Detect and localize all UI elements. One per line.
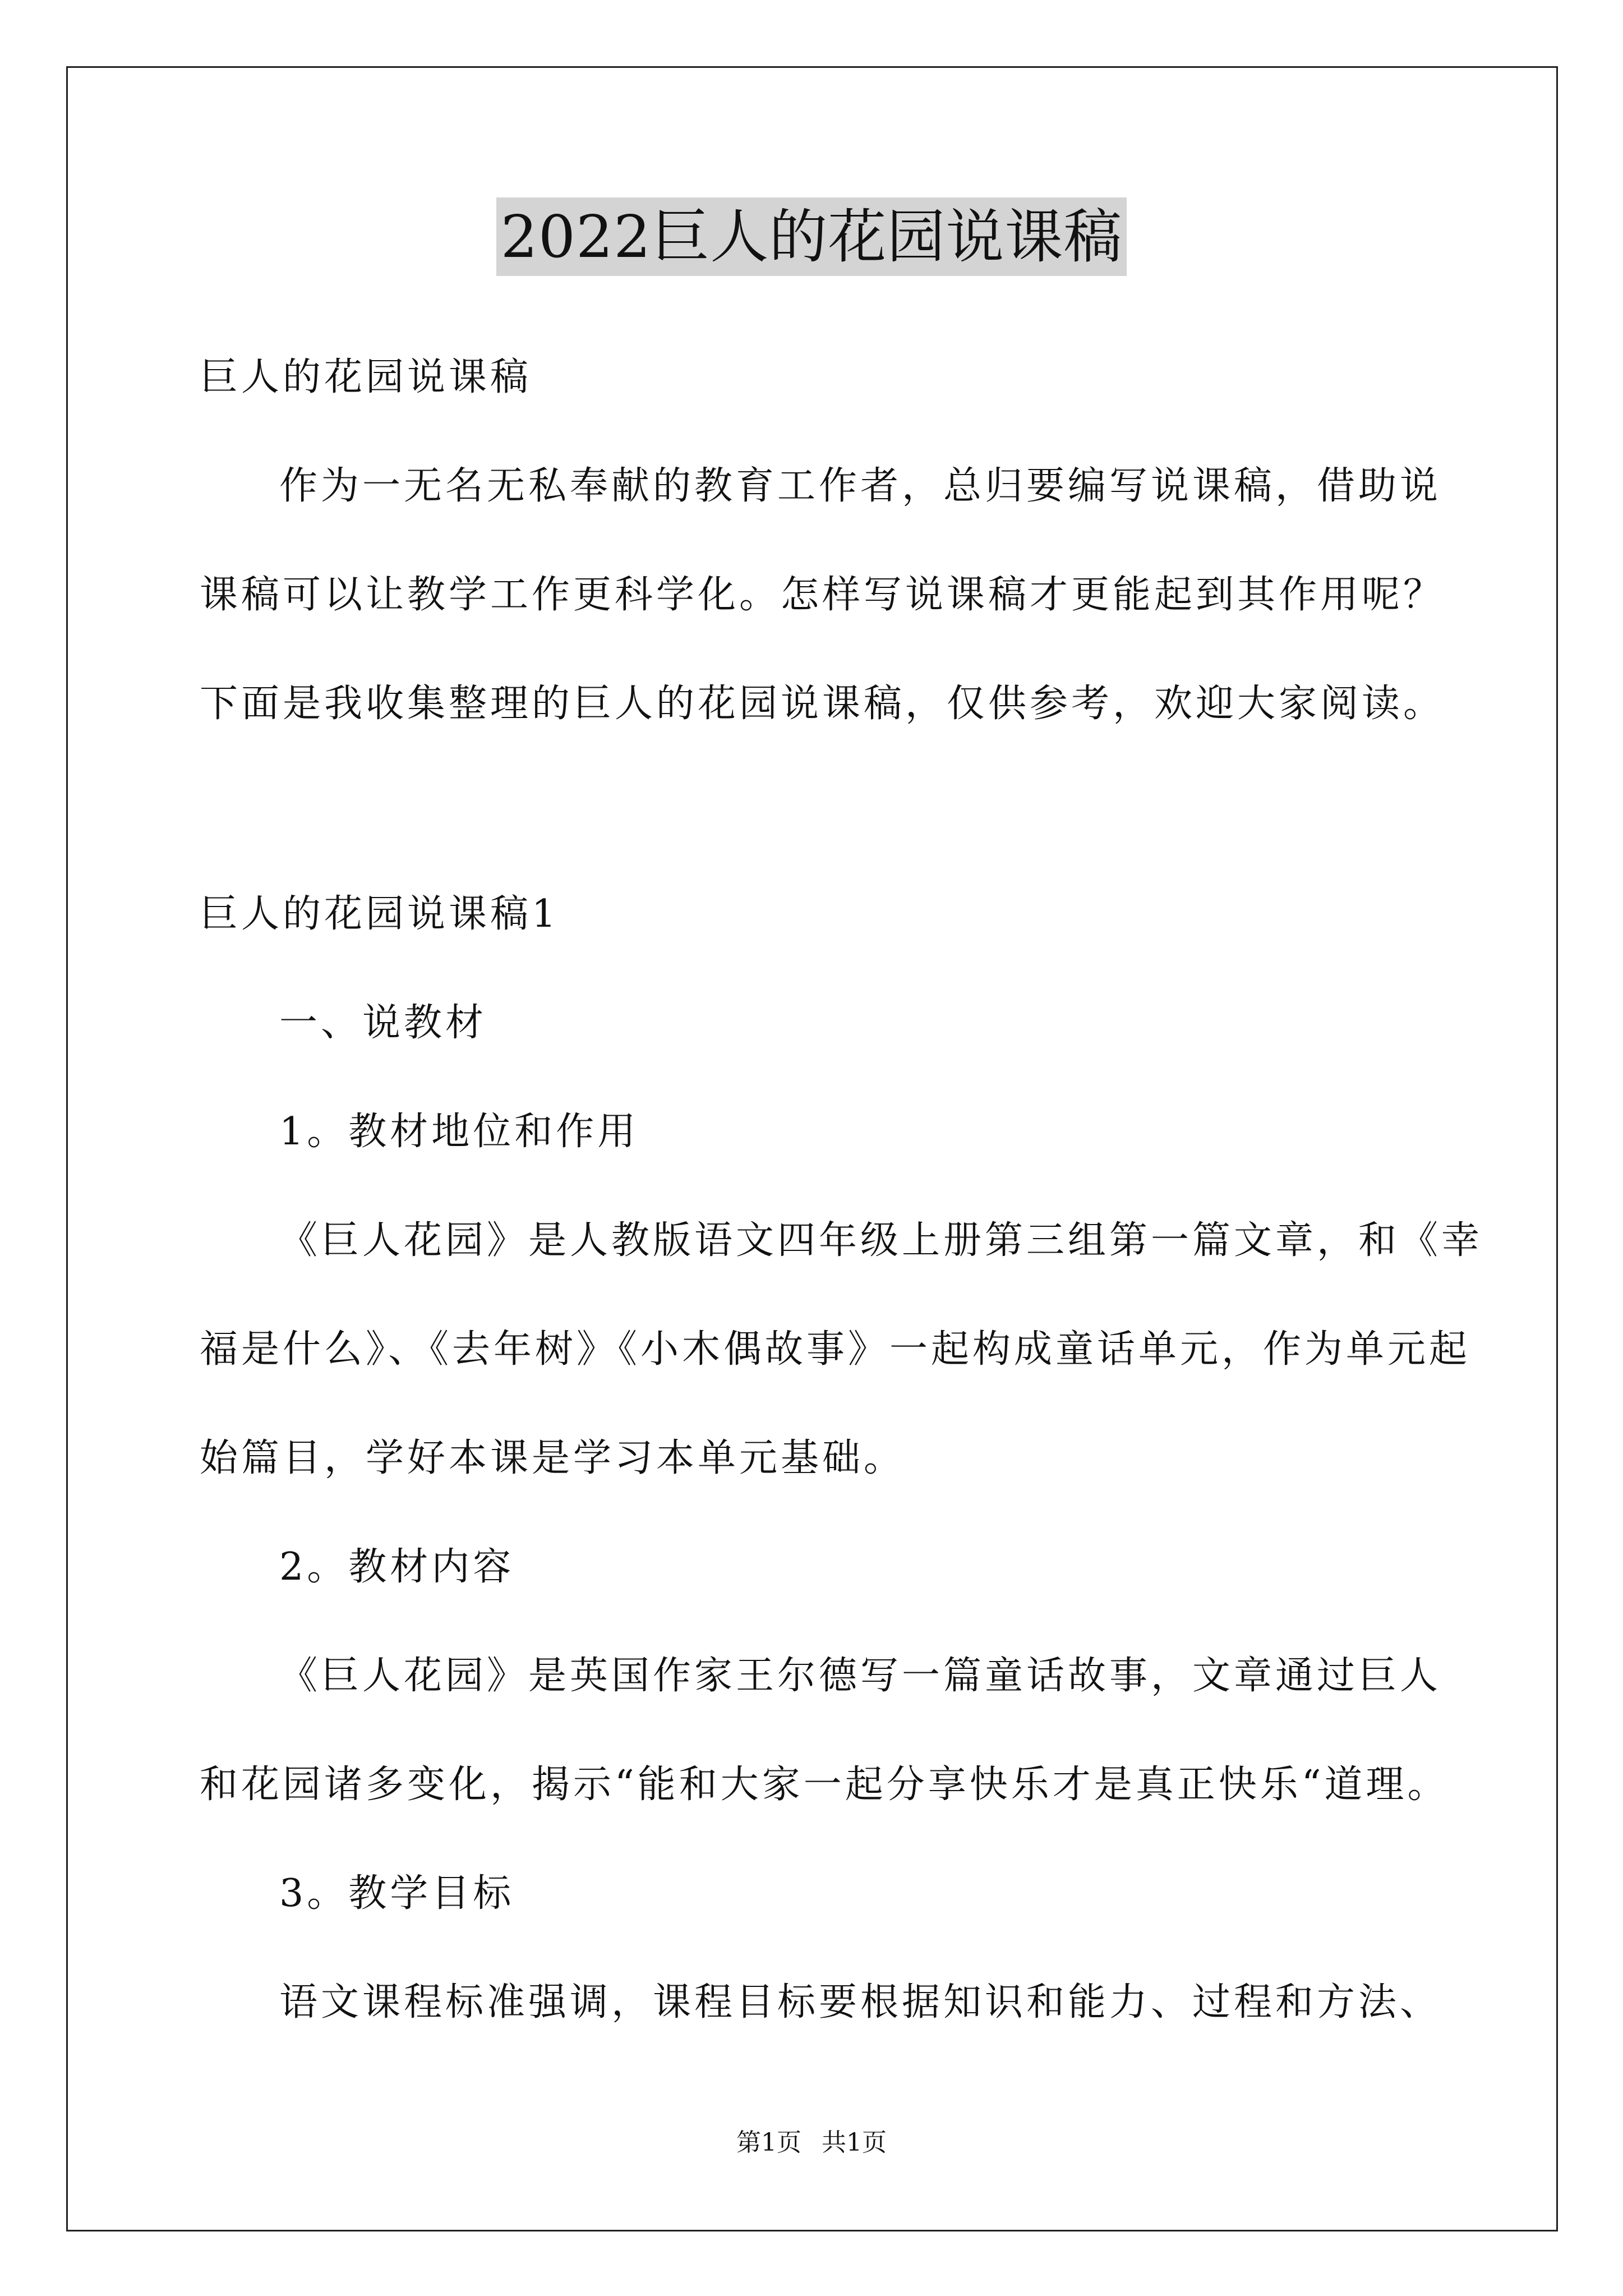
document-title: 2022巨人的花园说课稿 (496, 197, 1127, 276)
paragraph-line-2: 作为一无名无私奉献的教育工作者，总归要编写说课稿，借助说 (279, 464, 1442, 508)
paragraph-line-9: 和花园诸多变化，揭示“能和大家一起分享快乐才是真正快乐“道理。 (200, 1763, 1449, 1807)
paragraph-line-1: 巨人的花园说课稿 (200, 355, 532, 399)
paragraph-line-4: 下面是我收集整理的巨人的花园说课稿，仅供参考，欢迎大家阅读。 (200, 682, 1445, 726)
paragraph-line-7: 始篇目，学好本课是学习本单元基础。 (200, 1436, 906, 1480)
page-total: 共1页 (822, 2128, 887, 2157)
item-heading-3: 3。教学目标 (279, 1871, 515, 1916)
item-heading-2: 2。教材内容 (279, 1545, 515, 1589)
paragraph-line-3: 课稿可以让教学工作更科学化。怎样写说课稿才更能起到其作用呢？ (200, 573, 1445, 617)
paragraph-line-6: 福是什么》、《去年树》《小木偶故事》一起构成童话单元，作为单元起 (200, 1327, 1471, 1372)
section-heading-1: 巨人的花园说课稿1 (200, 892, 560, 936)
item-heading-1: 1。教材地位和作用 (279, 1110, 639, 1154)
paragraph-line-10: 语文课程标准强调，课程目标要根据知识和能力、过程和方法、 (279, 1980, 1442, 2024)
page-footer (0, 2126, 1623, 2160)
title-container (0, 197, 1623, 276)
subsection-heading: 一、说教材 (279, 1001, 487, 1045)
paragraph-line-5: 《巨人花园》是人教版语文四年级上册第三组第一篇文章，和《幸 (279, 1218, 1483, 1263)
paragraph-line-8: 《巨人花园》是英国作家王尔德写一篇童话故事，文章通过巨人 (279, 1654, 1442, 1698)
page-number: 第1页 (736, 2128, 801, 2157)
